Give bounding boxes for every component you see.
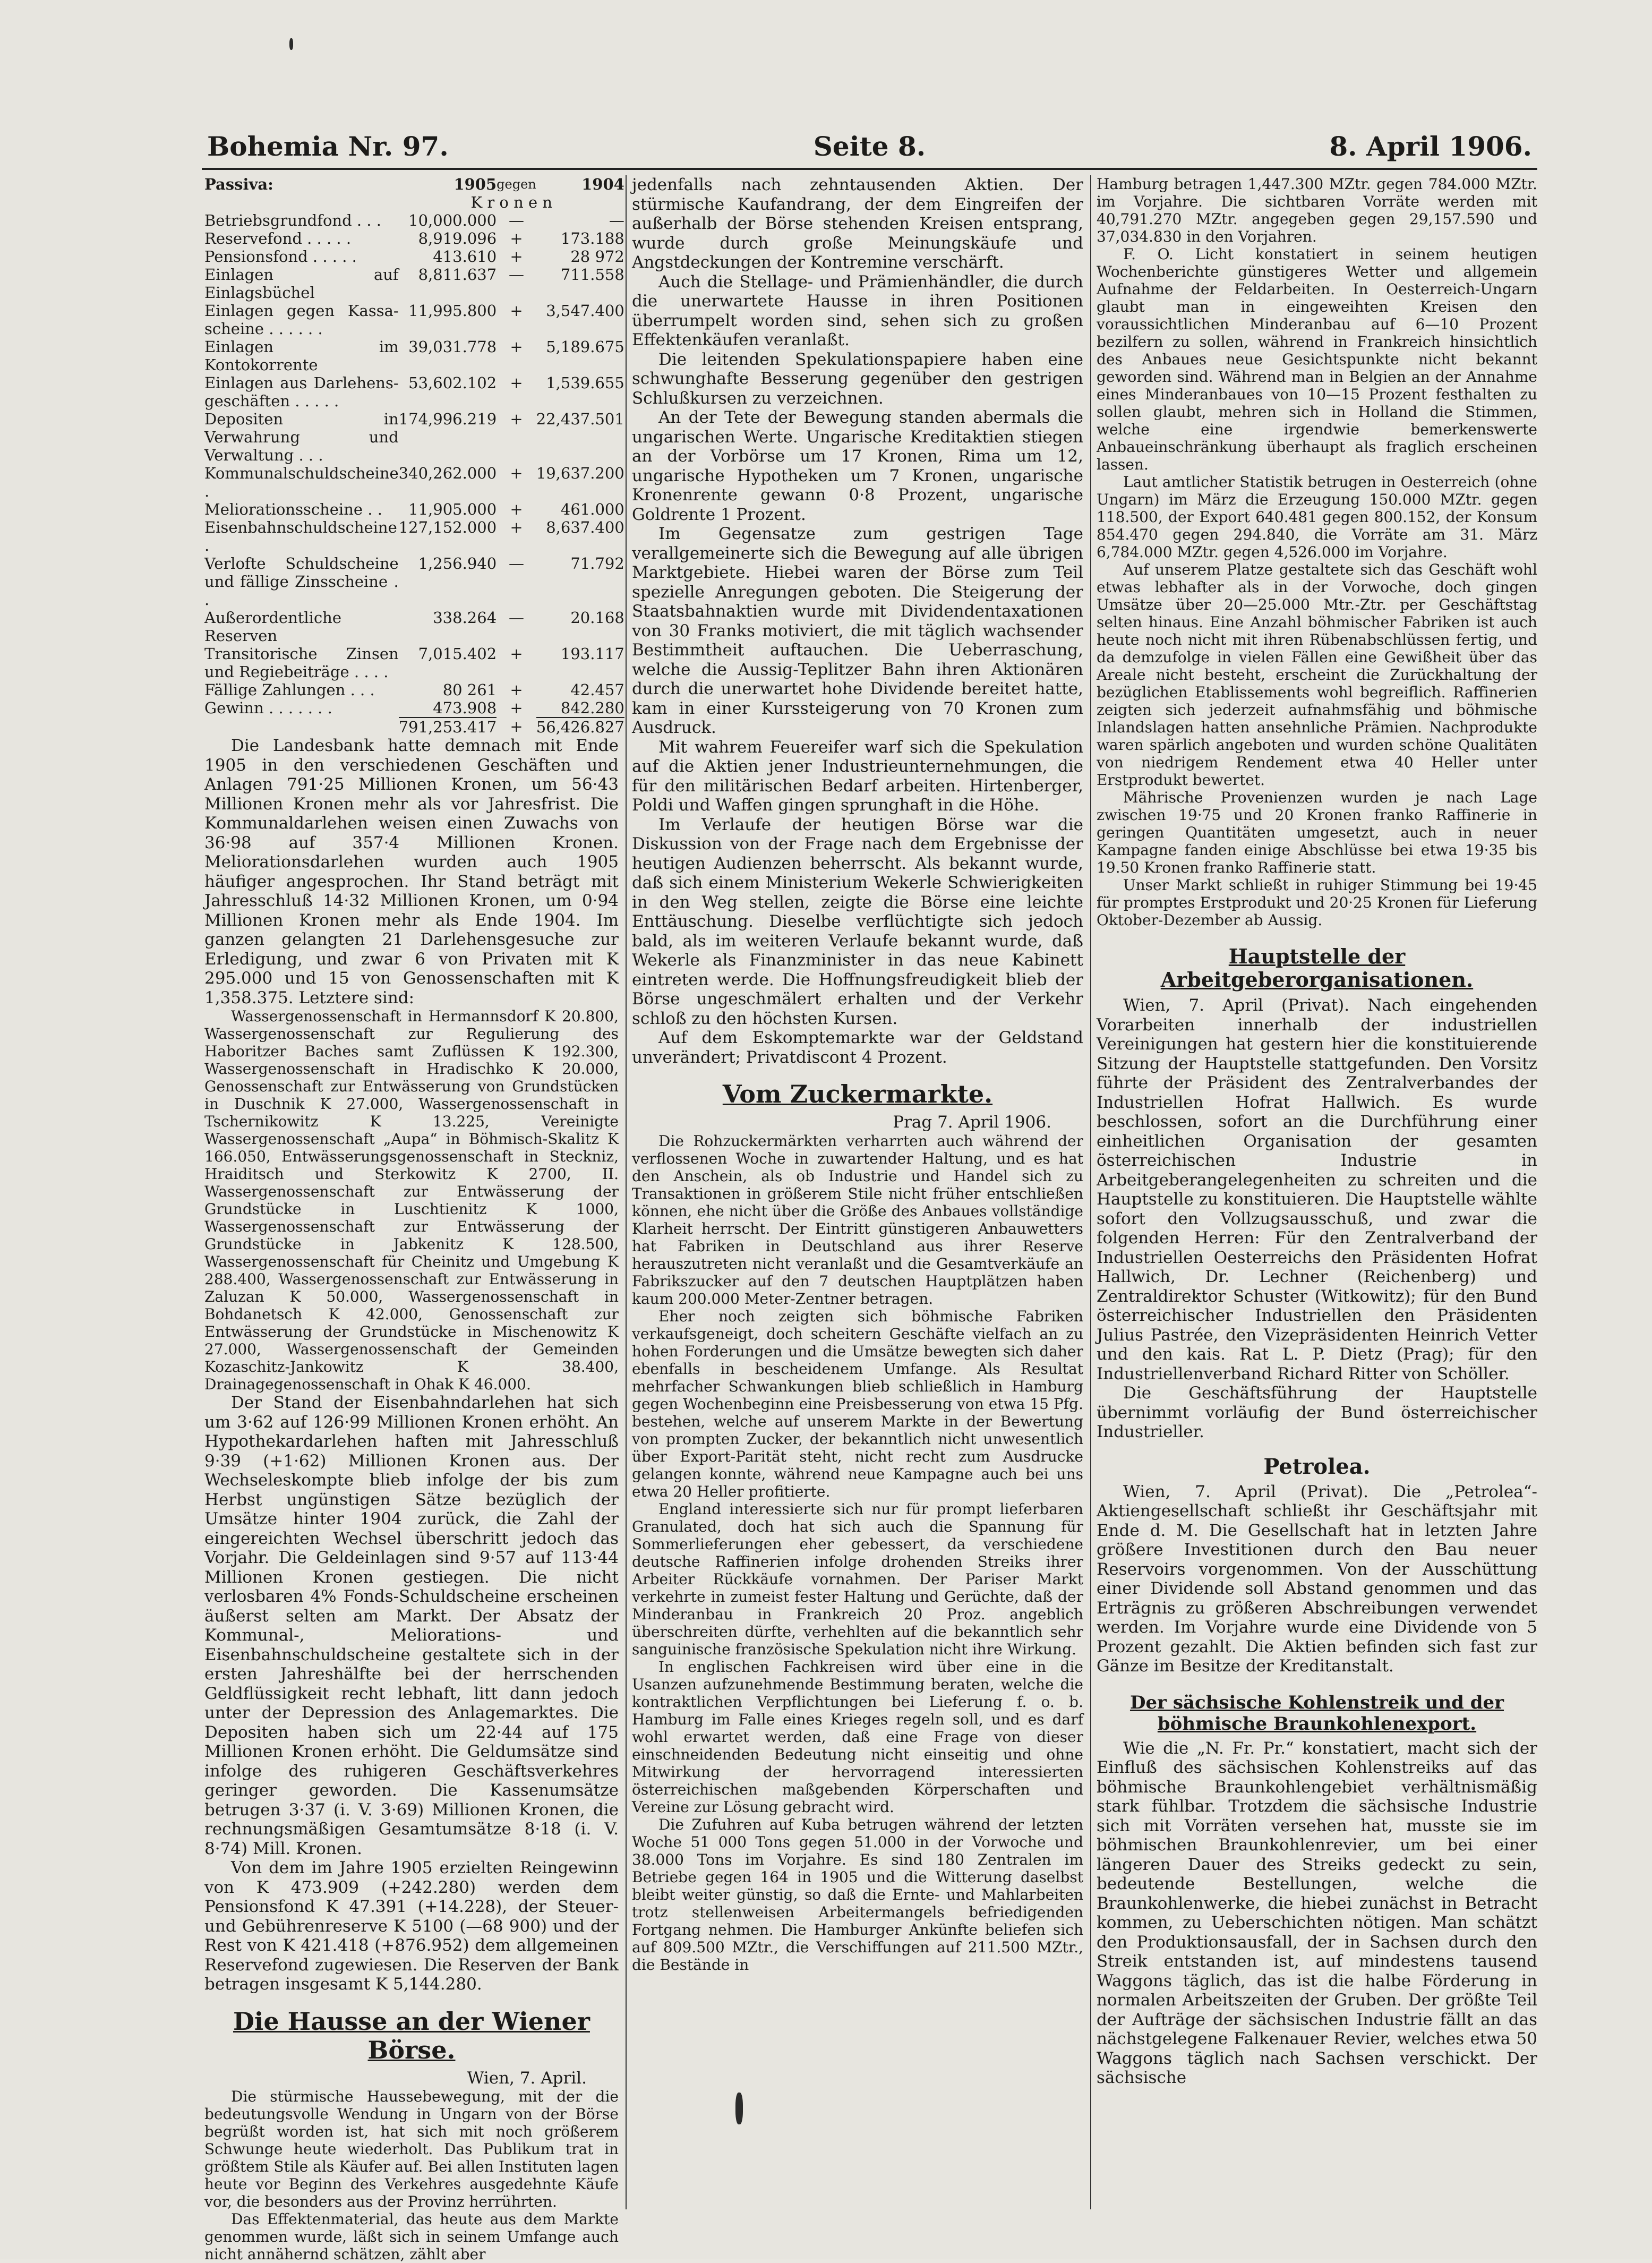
passiva-row-1904: 28 972 [570, 247, 624, 266]
passiva-row-sign: — [508, 211, 524, 229]
article-paragraph: Eher noch zeigten sich böhmische Fabriken verkaufsgeneigt, doch scheitern Geschäfte vielfach an zu hohen Forderungen und die Umsätze bewegten sich daher ebenfalls in bescheidenem Umfange. Als Resultat mehrfacher Schwankungen blieb schließlich in Hamburg gegen Wochenbeginn eine Preisbesserung von etwa 15 Pfg. bestehen, welche auf unserem Markte in der Bewertung von prompten Zucker, der bekanntlich nicht unwesentlich über Export-Parität steht, nicht recht zum Ausdrucke gelangen konnte, während neue Kampagne auch bei uns etwa 20 Heller profitierte. [632, 1307, 1083, 1500]
passiva-row-label: Außerordentliche Reserven [204, 609, 342, 645]
column-2 [632, 175, 1083, 2209]
article-paragraph: Auf dem Eskomptemarkte war der Geldstand unverändert; Privatdiscont 4 Prozent. [632, 1028, 1083, 1067]
passiva-row-1905: 1,256.940 [418, 554, 497, 573]
article-paragraph: Unser Markt schließt in ruhiger Stimmung bei 19·45 für promptes Erstprodukt und 20·25 Kronen für Lieferung Oktober-Dezember ab Aussig. [1097, 876, 1537, 929]
ink-speck [289, 38, 293, 50]
passiva-row-label: Einlagen aus Darlehens-geschäften . . . . . [204, 374, 399, 410]
header-date: 8. April 1906. [1329, 131, 1532, 162]
dateline: Wien, 7. April. [467, 2068, 587, 2088]
passiva-row-1904: 5,189.675 [546, 338, 624, 356]
passiva-total-sign: + [510, 718, 523, 736]
passiva-row-1904: 1,539.655 [546, 374, 624, 392]
passiva-row-1905: 473.908 [433, 699, 497, 717]
article-paragraph: Wien, 7. April (Privat). Die „Petrolea“-Aktiengesellschaft schließt ihr Geschäftsjahr mit Ende d. M. Die Gesellschaft hat in letzten Jahre größere Investitionen durch den Bau neuer Reservoirs vorgenommen. Von der Ausschüttung einer Dividende soll Abstand genommen und das Erträgnis zu größeren Abschreibungen verwendet werden. Im Vorjahre wurde eine Dividende von 5 Prozent gezahlt. Die Aktien befinden sich fast zur Gänze im Besitze der Kreditanstalt. [1097, 1482, 1537, 1676]
article-paragraph: F. O. Licht konstatiert in seinem heutigen Wochenberichte günstigeres Wetter und allgemein Aufnahme der Feldarbeiten. In Oesterreich-Ungarn glaubt man in eingeweihten Kreisen den voraussichtlichen Minderanbau auf 6—10 Prozent bezilfern zu sollen, während in Frankreich hinsichtlich des Anbaues neue Gesichtspunkte nicht bekannt geworden sind. Während man in Belgien an der Annahme eines Minderanbaues von 10—15 Prozent festhalten zu sollen glaubt, mehren sich in Holland die Stimmen, welche eine irgendwie bemerkenswerte Anbaueinschränkung überhaupt als fraglich erscheinen lassen. [1097, 245, 1537, 473]
headline-hauptstelle: Hauptstelle der Arbeitgeberorganisationen. [1160, 944, 1474, 992]
passiva-row-1904: 8,637.400 [546, 518, 624, 536]
passiva-row-1905: 338.264 [433, 609, 497, 627]
passiva-row-label: Pensionsfond . . . . . [204, 247, 357, 266]
passiva-row-1904: 173.188 [560, 229, 624, 247]
passiva-unit: K r o n e n [470, 193, 553, 211]
passiva-row-sign: + [510, 338, 523, 356]
passiva-row-label: Einlagen gegen Kassa-scheine . . . . . . [204, 302, 399, 338]
passiva-row [204, 464, 624, 500]
article-paragraph: jedenfalls nach zehntausenden Aktien. Der stürmische Kaufandrang, der dem Eingreifen der außerhalb der Börse stehenden Kreisen entsprang, wurde durch große Meinungskäufe und Angstdeckungen der Kontremine verschärft. [632, 175, 1083, 272]
passiva-row-sign: — [508, 554, 524, 573]
article-paragraph: Laut amtlicher Statistik betrugen in Oesterreich (ohne Ungarn) im März die Erzeugung 150.000 MZtr. gegen 118.500, der Export 640.481 gegen 800.152, der Konsum 854.470 gegen 294.840, die Vorräte am 31. März 6,784.000 MZtr. gegen 4,526.000 im Vorjahre. [1097, 473, 1537, 561]
headline-boerse: Die Hausse an der Wiener Börse. [233, 2006, 590, 2064]
passiva-total-b: 56,426.827 [536, 718, 624, 736]
page-header [202, 125, 1537, 170]
passiva-row-label: Reservefond . . . . . [204, 229, 352, 247]
passiva-row [204, 518, 624, 554]
passiva-row-label: Betriebsgrundfond . . . [204, 211, 381, 229]
passiva-row-sign: — [508, 609, 524, 627]
passiva-row-label: Eisenbahnschuldscheine . [204, 518, 397, 554]
article-paragraph: Das Effektenmaterial, das heute aus dem Markte genommen wurde, läßt sich in seinem Umfange auch nicht annähernd schätzen, zählt aber [204, 2210, 619, 2263]
passiva-row [204, 211, 624, 229]
passiva-row-label: Verlofte Schuldscheine und fällige Zinsscheine . . [204, 554, 399, 609]
article-paragraph: Die Zufuhren auf Kuba betrugen während der letzten Woche 51 000 Tons gegen 51.000 in der Vorwoche und 38.000 Tons im Vorjahre. Es sind 180 Zentralen im Betriebe gegen 164 in 1905 und die Witterung daselbst bleibt weiter günstig, so daß die Ernte- und Mahlarbeiten trotz stellenweisen Arbeitermangels befriedigenden Fortgang nehmen. Die Hamburger Ankünfte beliefen sich auf 809.500 MZtr., die Verschiffungen auf 211.500 MZtr., die Bestände in [632, 1815, 1083, 1974]
article-paragraph: Die Rohzuckermärkten verharrten auch während der verflossenen Woche in zuwartender Haltung, und es hat den Anschein, als ob Industrie und Handel sich zu Transaktionen in größerem Stile nicht früher entschließen können, ehe nicht über die Größe des Anbaues vollständige Klarheit herrscht. Der Eintritt günstigeren Anbauwetters hat Fabriken in Deutschland aus ihrer Reserve herauszutreten nicht veranlaßt und die Gesamtverkäufe an Fabrikszucker auf den 7 deutschen Hauptplätzen haben kaum 200.000 Meter-Zentner betragen. [632, 1132, 1083, 1308]
passiva-row [204, 374, 624, 410]
passiva-row-1904: 842.280 [560, 699, 624, 717]
article-paragraph: Von dem im Jahre 1905 erzielten Reingewinn von K 473.909 (+242.280) werden dem Pensionsfond K 47.391 (+14.228), der Steuer- und Gebührenreserve K 5100 (—68 900) und der Rest von K 421.418 (+876.952) dem allgemeinen Reservefond zugewiesen. Die Reserven der Bank betragen insgesamt K 5,144.280. [204, 1858, 619, 1994]
article-paragraph: Im Gegensatze zum gestrigen Tage verallgemeinerte sich die Bewegung auf alle übrigen Marktgebiete. Hiebei waren der Börse zum Teil spezielle Anregungen geboten. Die Steigerung der Staatsbahnaktien wurde mit Dividendentaxationen von 30 Franks motiviert, die mit täglich wachsender Bestimmtheit auftauchen. Die Ueberraschung, welche die Aussig-Teplitzer Bahn ihren Aktionären durch die unerwartet hohe Dividende bereitet hatte, kam in einer Kurssteigerung von 70 Kronen zum Ausdruck. [632, 524, 1083, 737]
passiva-row-label: Depositen in Verwahrung und Verwaltung . . . [204, 410, 399, 464]
passiva-row-1905: 8,919.096 [418, 229, 497, 247]
passiva-row-label: Gewinn . . . . . . . [204, 699, 332, 717]
passiva-gegen: gegen [497, 177, 536, 192]
passiva-row-label: Transitorische Zinsen und Regiebeiträge . . . . [204, 645, 399, 681]
passiva-row-1904: 42.457 [570, 681, 624, 699]
passiva-row-1904: 193.117 [560, 645, 624, 663]
passiva-row-label: Einlagen auf Einlagsbüchel [204, 266, 399, 302]
passiva-row-1904: 71.792 [570, 554, 624, 573]
article-paragraph: Die leitenden Spekulationspapiere haben eine schwunghafte Besserung gegenüber den gestrigen Schlußkursen zu verzeichnen. [632, 349, 1083, 408]
passiva-row-1904: 461.000 [560, 500, 624, 518]
passiva-row-sign: + [510, 699, 523, 717]
column-3 [1097, 175, 1537, 2209]
passiva-row-1905: 174,996.219 [398, 410, 497, 428]
article-paragraph: In englischen Fachkreisen wird über eine in die Usanzen aufzunehmende Bestimmung beraten, welche die kontraktlichen Verpflichtungen bei Lieferung f. o. b. Hamburg im Falle eines Krieges regeln soll, und es darf wohl erwartet werden, daß eine Frage von dieser einschneidenden Bedeutung nicht einseitig und ohne Mitwirkung der hervorragend interessierten österreichischen maßgebenden Körperschaften und Vereine zur Lösung gebracht wird. [632, 1658, 1083, 1816]
article-paragraph: Auf unserem Platze gestaltete sich das Geschäft wohl etwas lebhafter als in der Vorwoche, doch gingen Umsätze über 20—25.000 Mtr.-Ztr. per Geschäftstag selten hinaus. Eine Anzahl böhmischer Fabriken ist auch heute noch nicht mit ihren Rübenabschlüssen fertig, und da demzufolge in vielen Fällen eine Gewißheit über das Areale nicht besteht, erscheint die Zurückhaltung der bezüglichen Etablissements wohl begreiflich. Raffinerien zeigten sich jederzeit aufnahmsfähig und böhmische Inlandslagen hatten ansehnliche Prämien. Nachprodukte waren spärlich angeboten und wurden schöne Qualitäten von niedrigem Rendement etwa 40 Heller unter Erstprodukt bewertet. [1097, 561, 1537, 789]
passiva-row-1904: 20.168 [570, 609, 624, 627]
passiva-row-sign: + [510, 645, 523, 663]
passiva-rows [204, 211, 624, 718]
passiva-row [204, 410, 624, 464]
passiva-row-1904: — [609, 211, 624, 229]
passiva-row-sign: — [508, 266, 524, 284]
passiva-row-1905: 127,152.000 [398, 518, 497, 536]
passiva-row [204, 247, 624, 266]
passiva-row [204, 609, 624, 645]
column-rule [1090, 175, 1091, 2209]
passiva-table [204, 175, 624, 736]
article-paragraph: Die Landesbank hatte demnach mit Ende 1905 in den verschiedenen Geschäften und Anlagen 791·25 Millionen Kronen, um 56·43 Millionen Kronen mehr als vor Jahresfrist. Die Kommunaldarlehen weisen einen Zuwachs von 36·98 auf 357·4 Millionen Kronen. Meliorationsdarlehen wurden auch 1905 häufiger angesprochen. Ihr Stand beträgt mit Jahresschluß 14·32 Millionen Kronen, um 0·94 Millionen Kronen mehr als Ende 1904. Im ganzen gelangten 21 Darlehensgesuche zur Erledigung, und zwar 6 von Privaten mit K 295.000 und 15 von Genossenschaften mit K 1,358.375. Letztere sind: [204, 736, 619, 1007]
passiva-row-1905: 340,262.000 [398, 464, 497, 482]
passiva-row [204, 338, 624, 374]
article-paragraph: England interessierte sich nur für prompt lieferbaren Granulated, doch hat sich auch die Spannung für Sommerlieferungen eher gebessert, da verschiedene deutsche Raffinerien infolge drohenden Streiks ihrer Arbeiter Rückkäufe vornahmen. Der Pariser Markt verkehrte in zumeist fester Haltung und Gerüchte, daß der Minderanbau in Frankreich 20 Proz. angeblich überschreiten dürfte, verhehlten auf die bekanntlich sehr sanguinische französische Spekulation nicht ihre Wirkung. [632, 1500, 1083, 1658]
passiva-row-1905: 413.610 [433, 247, 497, 266]
article-paragraph: Die Geschäftsführung der Hauptstelle übernimmt vorläufig der Bund österreichischer Industrieller. [1097, 1384, 1537, 1441]
passiva-row-1905: 11,905.000 [408, 500, 497, 518]
passiva-row [204, 554, 624, 609]
passiva-row-label: Meliorationsscheine . . [204, 500, 382, 518]
passiva-row-sign: + [510, 247, 523, 266]
passiva-row-1904: 3,547.400 [546, 302, 624, 320]
passiva-row-1905: 39,031.778 [408, 338, 497, 356]
passiva-row [204, 229, 624, 247]
passiva-row-sign: + [510, 302, 523, 320]
article-paragraph: Mit wahrem Feuereifer warf sich die Spekulation auf die Aktien jener Industrieunternehmungen, die für den militärischen Bedarf arbeiten. Hirtenberger, Poldi und Waffen gingen sprunghaft in die Höhe. [632, 737, 1083, 815]
passiva-row [204, 681, 624, 699]
passiva-row-label: Einlagen im Kontokorrente [204, 338, 399, 374]
headline-zucker: Vom Zuckermarkte. [722, 1080, 993, 1108]
passiva-row-1905: 7,015.402 [418, 645, 497, 663]
passiva-row-1905: 53,602.102 [408, 374, 497, 392]
passiva-row-sign: + [510, 374, 523, 392]
passiva-row [204, 699, 624, 718]
passiva-row-1904: 19,637.200 [536, 464, 624, 482]
passiva-row-sign: + [510, 229, 523, 247]
article-paragraph: Auch die Stellage- und Prämienhändler, die durch die unerwartete Hausse in ihren Positionen überrumpelt worden sind, sehen sich zu großen Effektenkäufen veranlaßt. [632, 272, 1083, 349]
passiva-row-sign: + [510, 410, 523, 428]
passiva-row [204, 500, 624, 518]
article-paragraph: Die stürmische Haussebewegung, mit der die bedeutungsvolle Wendung in Ungarn von der Börse begrüßt worden ist, hat sich mit noch größerem Schwunge heute wiederholt. Das Publikum trat in größtem Stile als Käufer auf. Bei allen Instituten lagen heute vor Beginn des Verkehres ausgedehnte Käufe vor, die besonders aus der Provinz herrührten. [204, 2088, 619, 2210]
passiva-row [204, 645, 624, 681]
header-page-number: Seite 8. [813, 131, 926, 162]
passiva-row-1905: 80 261 [442, 681, 497, 699]
passiva-row [204, 302, 624, 338]
passiva-row-sign: + [510, 500, 523, 518]
passiva-row [204, 266, 624, 302]
passiva-heading: Passiva: [204, 175, 273, 193]
column-1 [204, 175, 624, 2263]
column-rule [626, 175, 627, 2209]
passiva-row-1905: 10,000.000 [408, 211, 497, 229]
passiva-row-1905: 11,995.800 [408, 302, 497, 320]
passiva-col-a: 1905 [453, 175, 497, 193]
passiva-total-a: 791,253.417 [398, 718, 497, 736]
article-paragraph: Mährische Provenienzen wurden je nach Lage zwischen 19·75 und 20 Kronen franko Raffinerie in geringen Quantitäten umgesetzt, auch in neuer Kampagne fanden einige Abschlüsse bei etwa 19·35 bis 19.50 Kronen franko Raffinerie statt. [1097, 789, 1537, 876]
article-paragraph: Wie die „N. Fr. Pr.“ konstatiert, macht sich der Einfluß des sächsischen Kohlenstreiks auf das böhmische Braunkohlengebiet verhältnismäßig stark fühlbar. Trotzdem die sächsische Industrie sich mit Vorräten versehen hat, musste sie im böhmischen Braunkohlenrevier, um bei einer längeren Dauer des Streiks gedeckt zu sein, bedeutende Bestellungen, welche die Braunkohlenwerke, die hiebei zunächst in Betracht kommen, zu Ueberschichten nötigen. Man schätzt den Produktionsausfall, der in Sachsen durch den Streik entstanden ist, auf mindestens tausend Waggons täglich, das ist die halbe Förderung in normalen Arbeitszeiten der Gruben. Der größte Teil der Aufträge der sächsischen Industrie fällt an das nächstgelegene Falkenauer Revier, welches etwa 50 Waggons täglich nach Sachsen verschickt. Der sächsische [1097, 1738, 1537, 2087]
passiva-row-sign: + [510, 681, 523, 699]
dateline: Prag 7. April 1906. [893, 1113, 1051, 1132]
headline-kohlenstreik: Der sächsische Kohlenstreik und der böhmische Braunkohlenexport. [1129, 1692, 1504, 1735]
article-paragraph: Hamburg betragen 1,447.300 MZtr. gegen 784.000 MZtr. im Vorjahre. Die sichtbaren Vorräte werden mit 40,791.270 MZtr. angegeben gegen 29,157.590 und 37,034.830 in den Vorjahren. [1097, 175, 1537, 245]
passiva-row-label: Kommunalschuldscheine . [204, 464, 399, 500]
passiva-row-sign: + [510, 464, 523, 482]
article-paragraph: Wien, 7. April (Privat). Nach eingehenden Vorarbeiten innerhalb der industriellen Vereinigungen hat gestern hier die konstituierende Sitzung der Hauptstelle stattgefunden. Den Vorsitz führte der Präsident des Zentralverbandes der Industriellen Hofrat Hallwich. Es wurde beschlossen, sofort an die Durchführung einer einheitlichen Organisation der gesamten österreichischen Industrie in Arbeitgeberangelegenheiten zu schreiten und die Hauptstelle zu konstituieren. Die Hauptstelle wählte sofort den Vollzugsausschuß, und zwar die folgenden Herren: Für den Zentralverband der Industriellen Oesterreichs den Präsidenten Hofrat Hallwich, Dr. Lechner (Reichenberg) und Zentraldirektor Schuster (Witkowitz); für den Bund österreichischer Industriellen den Präsidenten Julius Pastrée, den Vizepräsidenten Heinrich Vetter und den kais. Rat L. P. Dietz (Prag); für den Industriellenverband Richard Ritter von Schöller. [1097, 996, 1537, 1384]
article-paragraph: Im Verlaufe der heutigen Börse war die Diskussion von der Frage nach dem Ergebnisse der heutigen Audienzen beherrscht. Als bekannt wurde, daß sich einem Ministerium Wekerle Schwierigkeiten in den Weg stellen, zeigte die Börse eine leichte Enttäuschung. Dieselbe verflüchtigte sich jedoch bald, als im weiteren Verlaufe bekannt wurde, daß Wekerle als Finanzminister in das neue Kabinett eintreten werde. Die Hoffnungsfreudigkeit blieb der Börse ungeschmälert erhalten und der Verkehr schloß zu den höchsten Kursen. [632, 815, 1083, 1028]
passiva-row-sign: + [510, 518, 523, 536]
passiva-row-label: Fällige Zahlungen . . . [204, 681, 375, 699]
article-paragraph: Wassergenossenschaft in Hermannsdorf K 20.800, Wassergenossenschaft zur Regulierung des Haboritzer Baches samt Zuflüssen K 192.300, Wassergenossenschaft in Hradischko K 20.000, Genossenschaft zur Entwässerung von Grundstücken in Duschnik K 27.000, Wassergenossenschaft in Tschernikowitz K 13.225, Vereinigte Wassergenossenschaft „Aupa“ in Böhmisch-Skalitz K 166.050, Entwässerungsgenossenschaft in Steckniz, Hraiditsch und Sterkowitz K 2700, II. Wassergenossenschaft zur Entwässerung der Grundstücke in Luschtienitz K 1000, Wassergenossenschaft zur Entwässerung der Grundstücke in Jabkenitz K 128.500, Wassergenossenschaft für Cheinitz und Umgebung K 288.400, Wassergenossenschaft zur Entwässerung in Zaluzan K 50.000, Wassergenossenschaft in Bohdanetsch K 42.000, Genossenschaft zur Entwässerung der Grundstücke in Mischenowitz K 27.000, Wassergenossenschaft der Gemeinden Kozaschitz-Jankowitz K 38.400, Drainagegenossenschaft in Ohak K 46.000. [204, 1007, 619, 1393]
article-paragraph: An der Tete der Bewegung standen abermals die ungarischen Werte. Ungarische Kreditaktien stiegen an der Vorbörse um 17 Kronen, Rima um 12, ungarische Hypotheken um 7 Kronen, ungarische Kronenrente gewann 0·8 Prozent, ungarische Goldrente 1 Prozent. [632, 408, 1083, 524]
headline-petrolea: Petrolea. [1263, 1454, 1371, 1479]
passiva-row-1904: 22,437.501 [536, 410, 624, 428]
passiva-row-1905: 8,811.637 [418, 266, 497, 284]
passiva-col-b: 1904 [581, 175, 624, 193]
header-publication: Bohemia Nr. 97. [207, 131, 449, 162]
article-paragraph: Der Stand der Eisenbahndarlehen hat sich um 3·62 auf 126·99 Millionen Kronen erhöht. An Hypothekardarlehen haften mit Jahresschluß 9·39 (+1·62) Millionen Kronen aus. Der Wechseleskompte blieb infolge der bis zum Herbst ungünstigen Sätze bezüglich der Umsätze hinter 1904 zurück, die Zahl der eingereichten Wechsel überschritt jedoch das Vorjahr. Die Geldeinlagen sind 9·57 auf 113·44 Millionen Kronen gestiegen. Die nicht verlosbaren 4% Fonds-Schuldscheine erscheinen äußerst selten am Markt. Der Absatz der Kommunal-, Meliorations- und Eisenbahnschuldscheine gestaltete sich in der ersten Jahreshälfte bei der herrschenden Geldflüssigkeit recht lebhaft, litt dann jedoch unter der Depression des Anlagemarktes. Die Depositen haben sich um 22·44 auf 175 Millionen Kronen erhöht. Die Geldumsätze sind infolge des ruhigeren Geschäftsverkehres geringer geworden. Die Kassenumsätze betrugen 3·37 (i. V. 3·69) Millionen Kronen, die rechnungsmäßigen Gesamtumsätze 8·18 (i. V. 8·74) Mill. Kronen. [204, 1393, 619, 1858]
passiva-row-1904: 711.558 [560, 266, 624, 284]
